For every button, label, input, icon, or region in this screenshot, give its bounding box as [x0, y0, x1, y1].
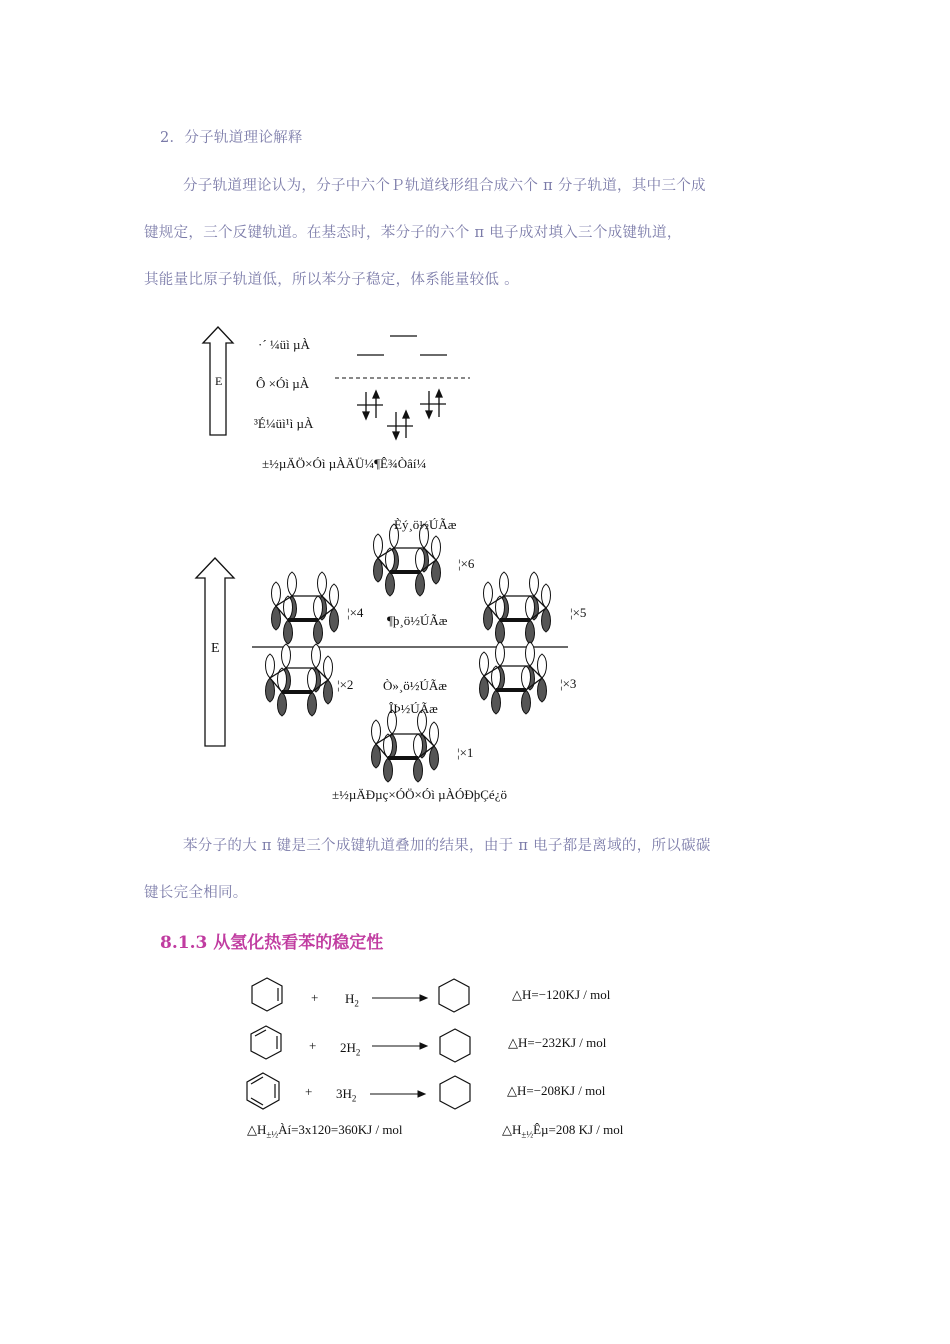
delta-icon: △ [247, 1122, 257, 1137]
psi1-label: ¦×1 [457, 745, 474, 760]
cyclohexane-product-1 [439, 979, 469, 1012]
theoretical-enthalpy: $\triangle H_{\pm\frac{1}{2}}Àí=3x120=360KJ$ / mol [247, 1122, 403, 1140]
cyclohexene-icon [252, 978, 282, 1011]
paragraph-line-1: 分子轨道理论认为，分子中六个Ｐ轨道线形组合成六个 π 分子轨道，其中三个成 [183, 178, 706, 194]
energy-label-2: E [211, 641, 220, 656]
bonding-label: ³É¼üì¹ì µÀ [254, 416, 314, 431]
psi3-label: ¦×3 [560, 676, 577, 691]
closing-line-1: 苯分子的大 π 键是三个成键轨道叠加的结果，由于 π 电子都是离域的，所以碳碳 [183, 838, 711, 854]
cyclohexadiene-icon [251, 1026, 281, 1059]
energy-label-1: E [215, 374, 223, 388]
plus-2: + [309, 1038, 317, 1053]
section-title: 2．分子轨道理论解释 [160, 130, 303, 146]
psi5-label: ¦×5 [570, 605, 587, 620]
cyclohexane-product-3 [440, 1076, 470, 1109]
nonbonding-label: Ô ×Óì µÀ [256, 376, 310, 391]
delta-icon: △ [507, 1083, 517, 1098]
enthalpy-3: △H=−208KJ / mol [507, 1083, 606, 1098]
delta-icon: △ [502, 1122, 512, 1137]
diagram1-caption: ±½µÄÖ×Óì µÀÄÜ¼¶Ê¾Òâí¼ [262, 456, 427, 471]
paragraph-line-3: 其能量比原子轨道低，所以苯分子稳定，体系能量较低 。 [144, 272, 519, 288]
reagent-2: $2H_2$ [340, 1040, 361, 1058]
delta-icon: △ [512, 987, 522, 1002]
two-nodes-label: ¶þ¸ö½ÚÃæ [387, 613, 448, 628]
psi6-label: ¦×6 [458, 556, 475, 571]
actual-enthalpy: $\triangle H_{\pm\frac{1}{2}}Ê\mu=208$ KJ / mol [502, 1122, 624, 1140]
diagram2-caption: ±½µÄÐµç×ÓÖ×Óì µÀÓÐþÇé¿ö [332, 787, 507, 802]
no-node-label: ÎÞ½ÚÃæ [389, 701, 438, 716]
reaction-arrow-3 [370, 1091, 425, 1097]
antibonding-label: ·´ ¼üì µÀ [258, 337, 310, 352]
psi2-label: ¦×2 [337, 677, 354, 692]
benzene-icon [247, 1073, 279, 1109]
plus-1: + [311, 990, 319, 1005]
enthalpy-1: △H=−120KJ / mol [512, 987, 611, 1002]
cyclohexane-product-2 [440, 1029, 470, 1062]
reaction-arrow-2 [372, 1043, 427, 1049]
plus-3: + [305, 1084, 313, 1099]
enthalpy-2: △H=−232KJ / mol [508, 1035, 607, 1050]
paragraph-line-2: 键规定，三个反键轨道。在基态时，苯分子的六个 π 电子成对填入三个成键轨道， [144, 225, 682, 241]
delta-icon: △ [508, 1035, 518, 1050]
psi4-label: ¦×4 [347, 605, 364, 620]
three-nodes-label: Èý¸ö½ÚÃæ [394, 517, 457, 532]
reagent-1: $H_2$ [345, 991, 359, 1009]
section-813-title: 8.1.3 从氢化热看苯的稳定性 [160, 933, 384, 953]
one-node-label: Ò»¸ö½ÚÃæ [383, 678, 447, 693]
reagent-3: $3H_2$ [336, 1086, 357, 1104]
closing-line-2: 键长完全相同。 [144, 885, 248, 901]
reaction-arrow-1 [372, 995, 427, 1001]
